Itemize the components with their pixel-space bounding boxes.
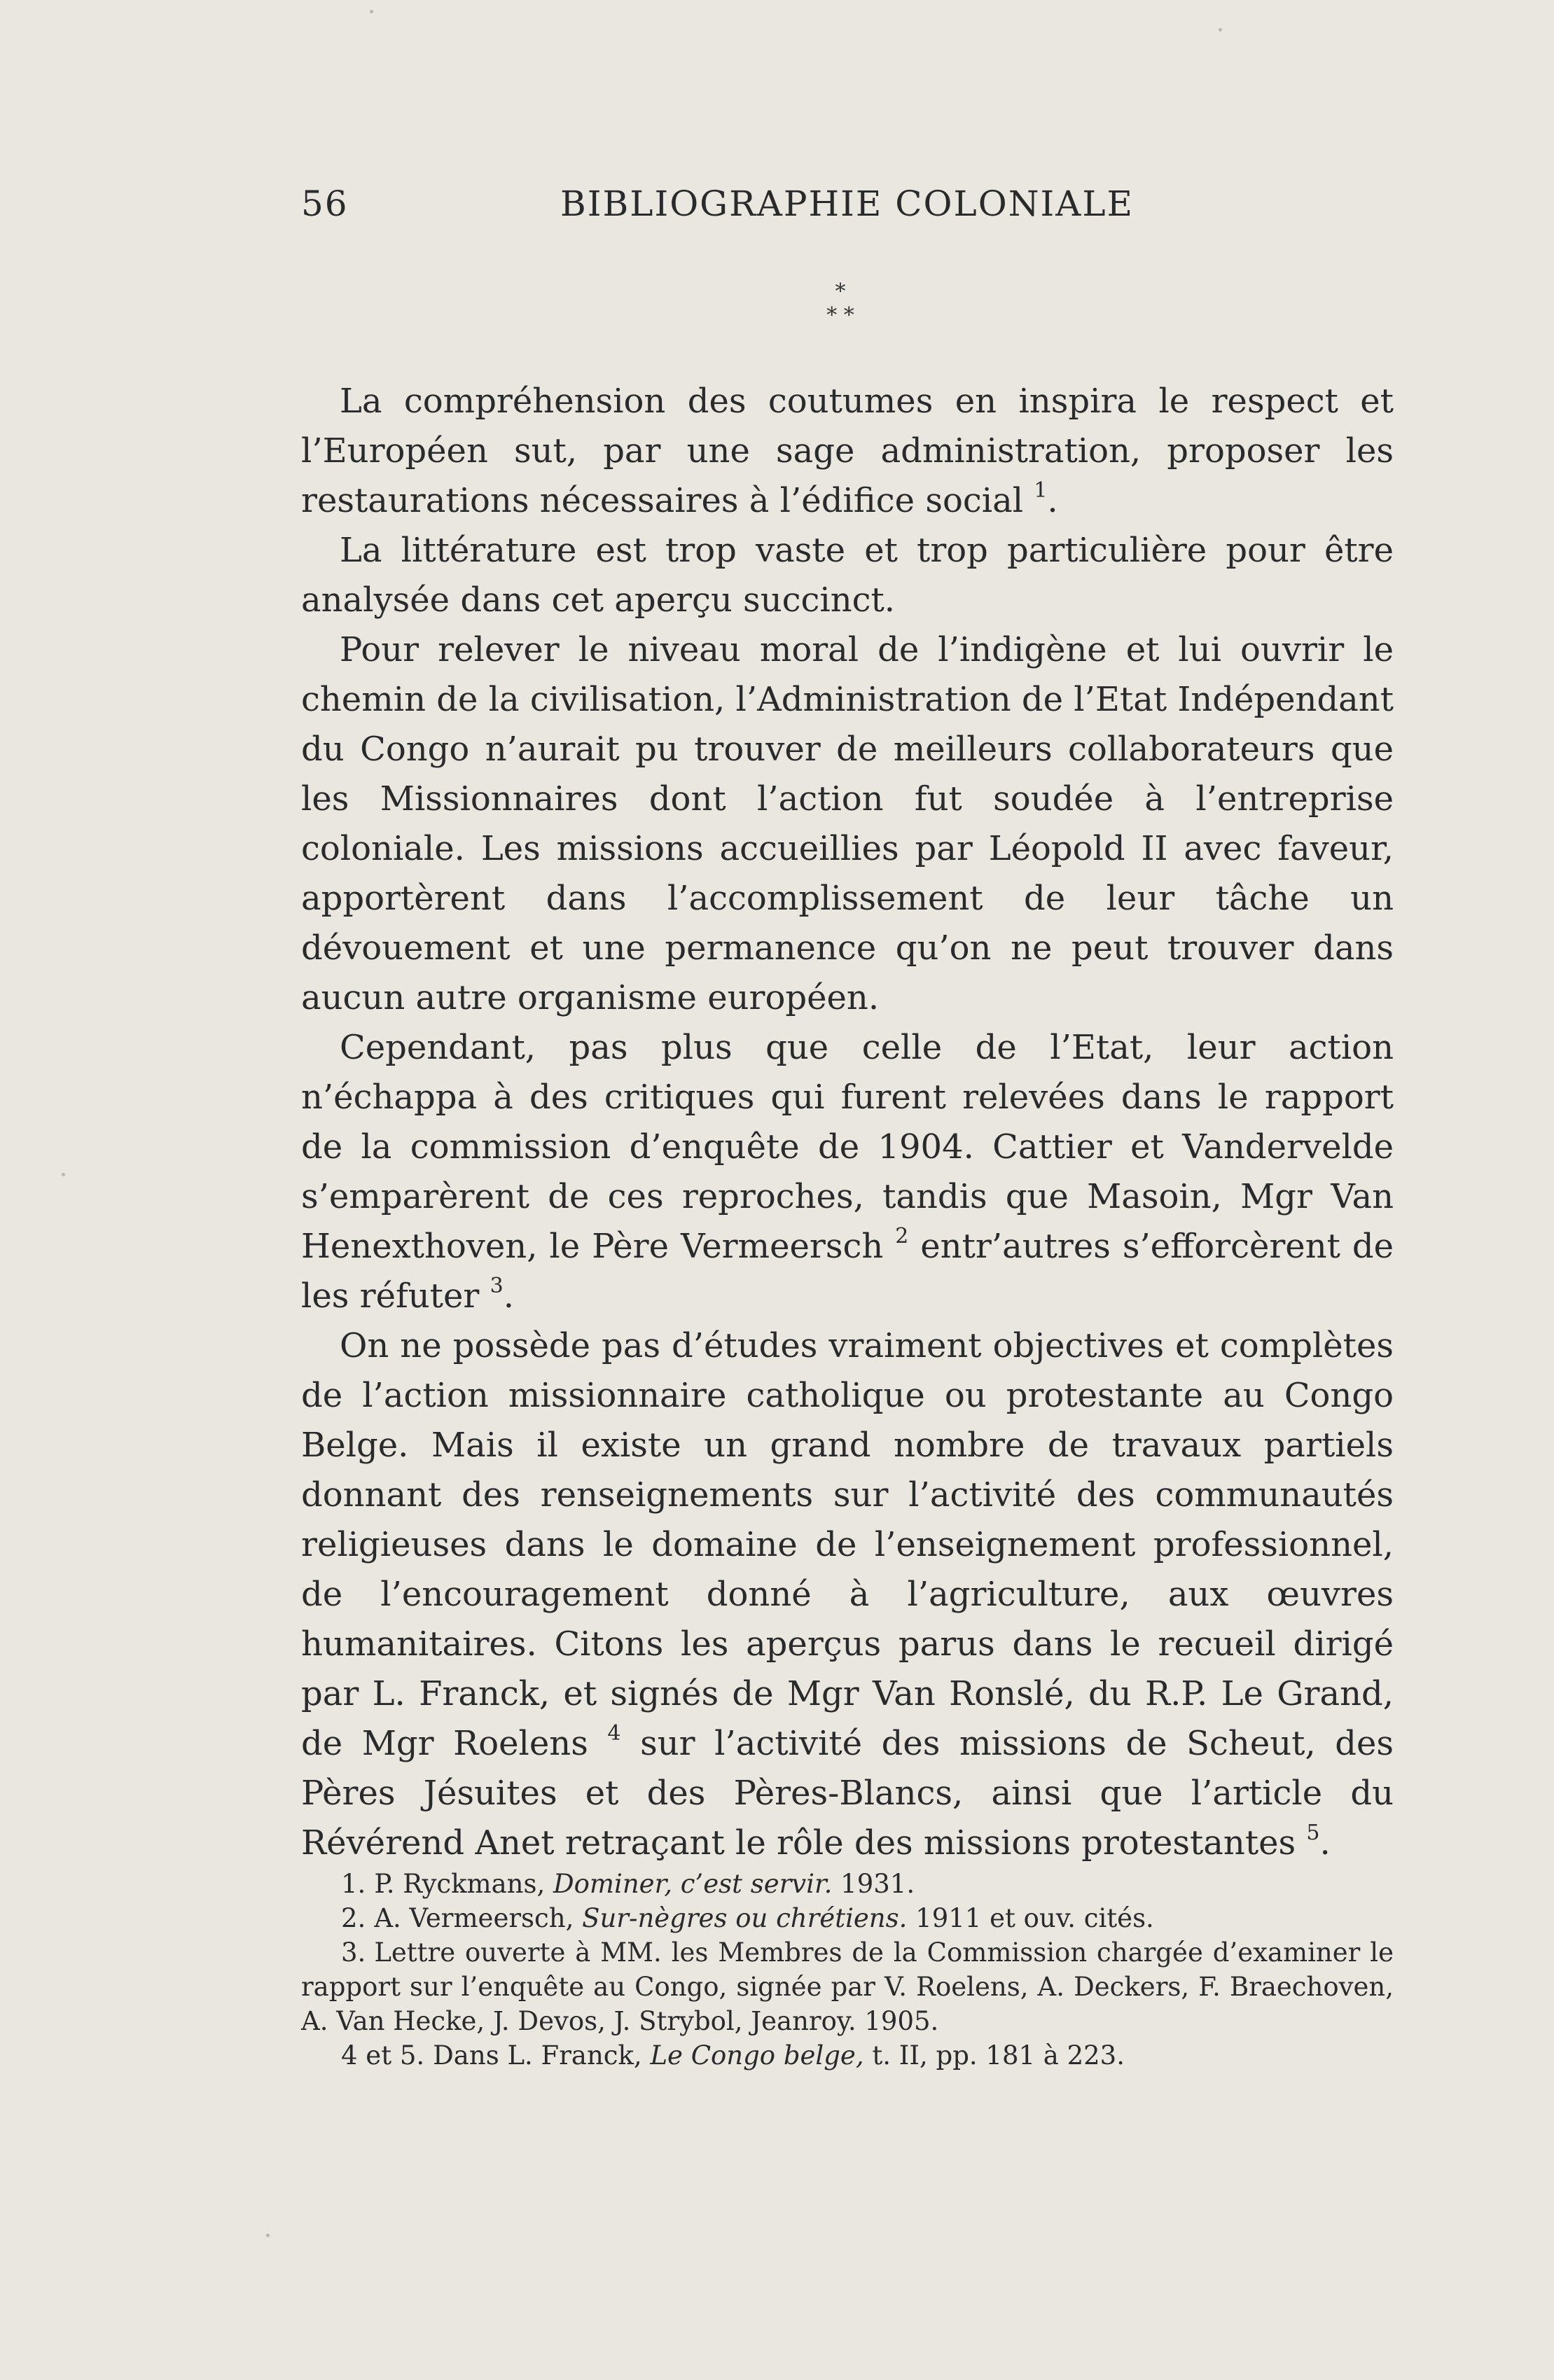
paragraph-3: Pour relever le niveau moral de l’indigène et lui ouvrir le chemin de la civilisation, l’Administration de l’Etat Indépendant du Congo n’aurait pu trouver de meilleurs collaborateurs que les Missionnaires dont l’action fut soudée à l’entreprise coloniale. Les missions accueillies par Léopold II avec faveur, apportèrent dans l’accomplissement de leur tâche un dévouement et une permanence qu’on ne peut trouver dans aucun autre organisme européen. — [301, 630, 1394, 1017]
paragraph-4-end: . — [503, 1276, 514, 1316]
footnote-2 — [301, 1901, 1394, 1935]
paragraph-5-end: . — [1319, 1823, 1331, 1863]
footnote-4-5 — [301, 2038, 1394, 2073]
paper-speck — [370, 10, 373, 13]
footnote-4-5-title: Le Congo belge, — [650, 2040, 864, 2071]
paragraph-5 — [301, 1321, 1394, 1868]
paper-speck — [1219, 28, 1222, 32]
footnote-ref-3: 3 — [490, 1274, 504, 1298]
footnote-4-5-rest: t. II, pp. 181 à 223. — [872, 2040, 1125, 2071]
asterism-top: * — [835, 279, 846, 304]
footnote-ref-2: 2 — [895, 1224, 909, 1248]
footnote-2-rest: 1911 et ouv. cités. — [915, 1903, 1154, 1933]
paragraph-1-end: . — [1047, 481, 1058, 520]
footnote-1-rest: 1931. — [840, 1869, 915, 1899]
paragraph-4-text-b: entr’autres s’efforcèrent de les réfuter — [301, 1227, 1394, 1316]
asterism-bottom: * * — [826, 303, 854, 328]
paper-speck — [62, 1173, 65, 1176]
footnote-ref-4: 4 — [607, 1721, 621, 1746]
body-text — [301, 377, 1394, 1868]
footnote-2-number: 2. — [341, 1903, 366, 1933]
footnote-ref-5: 5 — [1306, 1821, 1320, 1845]
page-number: 56 — [301, 183, 349, 224]
footnote-4-5-number: 4 et 5. — [341, 2040, 425, 2071]
page-header — [301, 183, 1422, 225]
running-title: BIBLIOGRAPHIE COLONIALE — [560, 183, 1135, 224]
paragraph-4-text-a: Cependant, pas plus que celle de l’Etat, leur action n’échappa à des critiques qui furent relevées dans le rapport de la commission d’enquête de 1904. Cattier et Vandervelde s’emparèrent de ces reproches, tandis que Masoin, Mgr Van Henexthoven, le Père Vermeersch — [301, 1028, 1394, 1266]
paragraph-2: La littérature est trop vaste et trop particulière pour être analysée dans cet aperçu succinct. — [301, 531, 1394, 620]
paragraph-1-text: La compréhension des coutumes en inspira le respect et l’Européen sut, par une sage administration, proposer les restaurations nécessaires à l’édifice social — [301, 382, 1394, 520]
footnote-2-author: A. Vermeersch, — [374, 1903, 574, 1933]
footnote-3-number: 3. — [341, 1937, 366, 1968]
paragraph-5-text-a: On ne possède pas d’études vraiment objectives et complètes de l’action missionnaire catholique ou protestante au Congo Belge. Mais il existe un grand nombre de travaux partiels donnant des renseignements sur l’activité des communautés religieuses dans le domaine de l’enseignement professionnel, de l’encouragement donné à l’agriculture, aux œuvres humanitaires. Citons les aperçus parus dans le recueil dirigé par L. Franck, et signés de Mgr Van Ronslé, du R.P. Le Grand, de Mgr Roelens — [301, 1326, 1394, 1763]
paragraph-4 — [301, 1023, 1394, 1321]
paper-speck — [266, 2234, 270, 2237]
footnote-2-title: Sur-nègres ou chrétiens. — [582, 1903, 908, 1933]
footnote-4-5-author: Dans L. Franck, — [433, 2040, 642, 2071]
footnote-3-text: Lettre ouverte à MM. les Membres de la Commission chargée d’examiner le rapport sur l’enquête au Congo, signée par V. Roelens, A. Deckers, F. Braechoven, A. Van Hecke, J. Devos, J. Strybol, Jeanroy. 1905. — [301, 1937, 1394, 2036]
footnote-1 — [301, 1867, 1394, 1901]
footnote-1-author: P. Ryckmans, — [374, 1869, 546, 1899]
asterism-separator — [770, 280, 910, 328]
paragraph-5-text-b: sur l’activité des missions de Scheut, des Pères Jésuites et des Pères-Blancs, ainsi que l’article du Révérend Anet retraçant le rôle des missions protestantes — [301, 1724, 1394, 1863]
footnote-3 — [301, 1935, 1394, 2038]
footnotes — [301, 1867, 1394, 2073]
paragraph-1 — [301, 377, 1394, 526]
footnote-1-title: Dominer, c’est servir. — [553, 1869, 833, 1899]
footnote-ref-1: 1 — [1034, 478, 1048, 503]
footnote-1-number: 1. — [341, 1869, 366, 1899]
